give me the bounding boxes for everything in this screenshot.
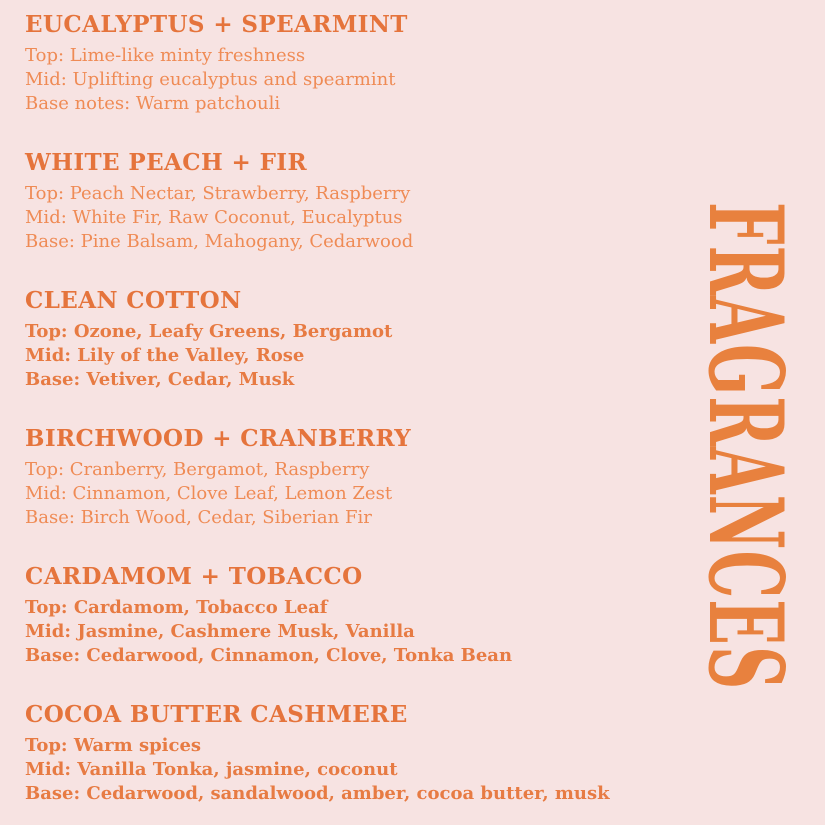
fragrance-note: Mid: White Fir, Raw Coconut, Eucalyptus <box>25 207 403 228</box>
fragrance-notes <box>25 320 585 392</box>
fragrance-notes <box>25 182 585 254</box>
fragrance-note: Top: Lime-like minty freshness <box>25 45 306 66</box>
fragrance-note: Mid: Vanilla Tonka, jasmine, coconut <box>25 759 398 780</box>
fragrance-section <box>25 148 585 254</box>
fragrance-section <box>25 424 585 530</box>
fragrance-note: Base notes: Warm patchouli <box>25 93 281 114</box>
fragrance-name: BIRCHWOOD + CRANBERRY <box>25 425 412 452</box>
fragrance-name: COCOA BUTTER CASHMERE <box>25 701 408 728</box>
fragrance-note: Base: Vetiver, Cedar, Musk <box>25 369 295 390</box>
fragrance-note: Top: Ozone, Leafy Greens, Bergamot <box>25 321 393 342</box>
fragrance-section <box>25 700 610 806</box>
fragrance-notes <box>25 596 585 668</box>
fragrance-note: Top: Peach Nectar, Strawberry, Raspberry <box>25 183 411 204</box>
vertical-title: FRAGRANCES <box>684 202 804 691</box>
fragrance-name: CARDAMOM + TOBACCO <box>25 563 363 590</box>
fragrance-note: Mid: Uplifting eucalyptus and spearmint <box>25 69 396 90</box>
fragrance-note: Base: Cedarwood, sandalwood, amber, cocoa butter, musk <box>25 783 610 804</box>
fragrance-note: Top: Warm spices <box>25 735 202 756</box>
fragrance-list <box>25 10 610 825</box>
fragrance-notes <box>25 458 585 530</box>
fragrance-note: Mid: Cinnamon, Clove Leaf, Lemon Zest <box>25 483 393 504</box>
fragrance-notes <box>25 734 610 806</box>
fragrance-note: Mid: Jasmine, Cashmere Musk, Vanilla <box>25 621 415 642</box>
fragrance-note: Mid: Lily of the Valley, Rose <box>25 345 305 366</box>
fragrance-section <box>25 10 585 116</box>
fragrance-notes <box>25 44 585 116</box>
fragrance-name: CLEAN COTTON <box>25 287 242 314</box>
fragrance-section <box>25 286 585 392</box>
fragrance-name: EUCALYPTUS + SPEARMINT <box>25 11 408 38</box>
fragrance-note: Base: Pine Balsam, Mahogany, Cedarwood <box>25 231 414 252</box>
fragrance-note: Top: Cardamom, Tobacco Leaf <box>25 597 328 618</box>
fragrance-section <box>25 562 585 668</box>
fragrance-name: WHITE PEACH + FIR <box>25 149 307 176</box>
fragrance-note: Base: Birch Wood, Cedar, Siberian Fir <box>25 507 372 528</box>
fragrance-note: Base: Cedarwood, Cinnamon, Clove, Tonka Bean <box>25 645 513 666</box>
fragrance-note: Top: Cranberry, Bergamot, Raspberry <box>25 459 370 480</box>
